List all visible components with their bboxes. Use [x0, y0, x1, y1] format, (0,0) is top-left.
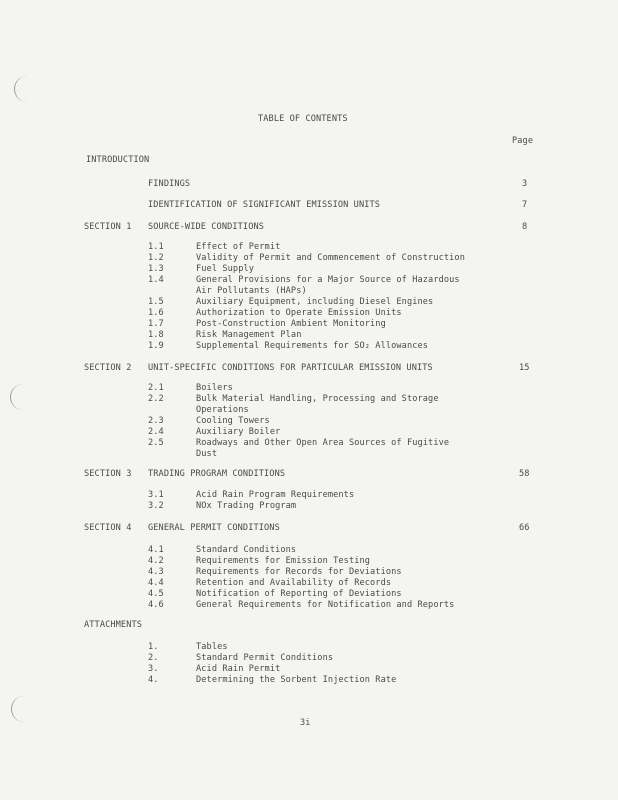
subsection-title: Auxiliary Equipment, including Diesel Engines: [196, 297, 434, 307]
subsection-title: Standard Conditions: [196, 545, 297, 555]
subsection-title: Supplemental Requirements for SO₂ Allowances: [196, 341, 429, 351]
section-page: 66: [519, 523, 530, 533]
subsection-title: Acid Rain Program Requirements: [196, 490, 355, 500]
section-number: SECTION 3: [84, 469, 132, 479]
subsection-number: 1.8: [148, 330, 164, 340]
subsection-number: 4.5: [148, 589, 164, 599]
subsection-number: 1.2: [148, 253, 164, 263]
subsection-title: Post-Construction Ambient Monitoring: [196, 319, 386, 329]
subsection-title: Boilers: [196, 383, 233, 393]
subsection-title-continued: Air Pollutants (HAPs): [196, 286, 307, 296]
attachment-number: 3.: [148, 664, 159, 674]
subsection-number: 1.9: [148, 341, 164, 351]
attachment-number: 1.: [148, 642, 159, 652]
subsection-number: 2.2: [148, 394, 164, 404]
subsection-title: Risk Management Plan: [196, 330, 302, 340]
subsection-title: Notification of Reporting of Deviations: [196, 589, 402, 599]
binder-hole-mark-middle: [10, 384, 25, 410]
subsection-number: 2.5: [148, 438, 164, 448]
attachments-heading: ATTACHMENTS: [84, 620, 143, 630]
binder-hole-mark-top: [14, 76, 29, 102]
section-page: 58: [519, 469, 530, 479]
subsection-title: NOx Trading Program: [196, 501, 297, 511]
subsection-title: Roadways and Other Open Area Sources of Fugitive: [196, 438, 450, 448]
attachment-title: Acid Rain Permit: [196, 664, 281, 674]
subsection-number: 3.1: [148, 490, 164, 500]
section-number: SECTION 2: [84, 363, 132, 373]
subsection-title: Effect of Permit: [196, 242, 281, 252]
subsection-number: 2.4: [148, 427, 164, 437]
subsection-number: 4.1: [148, 545, 164, 555]
subsection-number: 4.6: [148, 600, 164, 610]
section-title: SOURCE-WIDE CONDITIONS: [148, 222, 265, 232]
attachment-number: 4.: [148, 675, 159, 685]
subsection-number: 4.2: [148, 556, 164, 566]
introduction-heading: INTRODUCTION: [86, 155, 150, 165]
toc-entry-label: IDENTIFICATION OF SIGNIFICANT EMISSION UNITS: [148, 200, 381, 210]
section-page: 15: [519, 363, 530, 373]
subsection-title: Requirements for Records for Deviations: [196, 567, 402, 577]
page-number: 3i: [300, 718, 311, 728]
subsection-number: 3.2: [148, 501, 164, 511]
section-title: TRADING PROGRAM CONDITIONS: [148, 469, 286, 479]
attachment-title: Determining the Sorbent Injection Rate: [196, 675, 397, 685]
attachment-number: 2.: [148, 653, 159, 663]
subsection-title: Fuel Supply: [196, 264, 255, 274]
subsection-title: Authorization to Operate Emission Units: [196, 308, 402, 318]
page-column-label: Page: [512, 136, 534, 146]
subsection-title: Requirements for Emission Testing: [196, 556, 371, 566]
subsection-number: 1.7: [148, 319, 164, 329]
page-title: TABLE OF CONTENTS: [258, 114, 348, 124]
subsection-title: Retention and Availability of Records: [196, 578, 392, 588]
subsection-number: 4.3: [148, 567, 164, 577]
subsection-number: 1.1: [148, 242, 164, 252]
subsection-title: Auxiliary Boiler: [196, 427, 281, 437]
toc-entry-page: 3: [522, 179, 528, 189]
section-number: SECTION 1: [84, 222, 132, 232]
subsection-number: 1.4: [148, 275, 164, 285]
subsection-title-continued: Dust: [196, 449, 218, 459]
binder-hole-mark-bottom: [11, 696, 26, 722]
subsection-title: Cooling Towers: [196, 416, 270, 426]
toc-entry-page: 7: [522, 200, 528, 210]
subsection-number: 4.4: [148, 578, 164, 588]
attachment-title: Standard Permit Conditions: [196, 653, 334, 663]
subsection-title: General Provisions for a Major Source of Hazardous: [196, 275, 460, 285]
subsection-title: Bulk Material Handling, Processing and Storage: [196, 394, 439, 404]
attachment-title: Tables: [196, 642, 228, 652]
subsection-title-continued: Operations: [196, 405, 249, 415]
subsection-number: 2.3: [148, 416, 164, 426]
section-page: 8: [522, 222, 528, 232]
section-title: GENERAL PERMIT CONDITIONS: [148, 523, 280, 533]
section-title: UNIT-SPECIFIC CONDITIONS FOR PARTICULAR EMISSION UNITS: [148, 363, 433, 373]
subsection-number: 1.6: [148, 308, 164, 318]
section-number: SECTION 4: [84, 523, 132, 533]
subsection-number: 1.3: [148, 264, 164, 274]
subsection-title: General Requirements for Notification and Reports: [196, 600, 455, 610]
subsection-title: Validity of Permit and Commencement of Construction: [196, 253, 465, 263]
subsection-number: 1.5: [148, 297, 164, 307]
toc-entry-label: FINDINGS: [148, 179, 191, 189]
subsection-number: 2.1: [148, 383, 164, 393]
